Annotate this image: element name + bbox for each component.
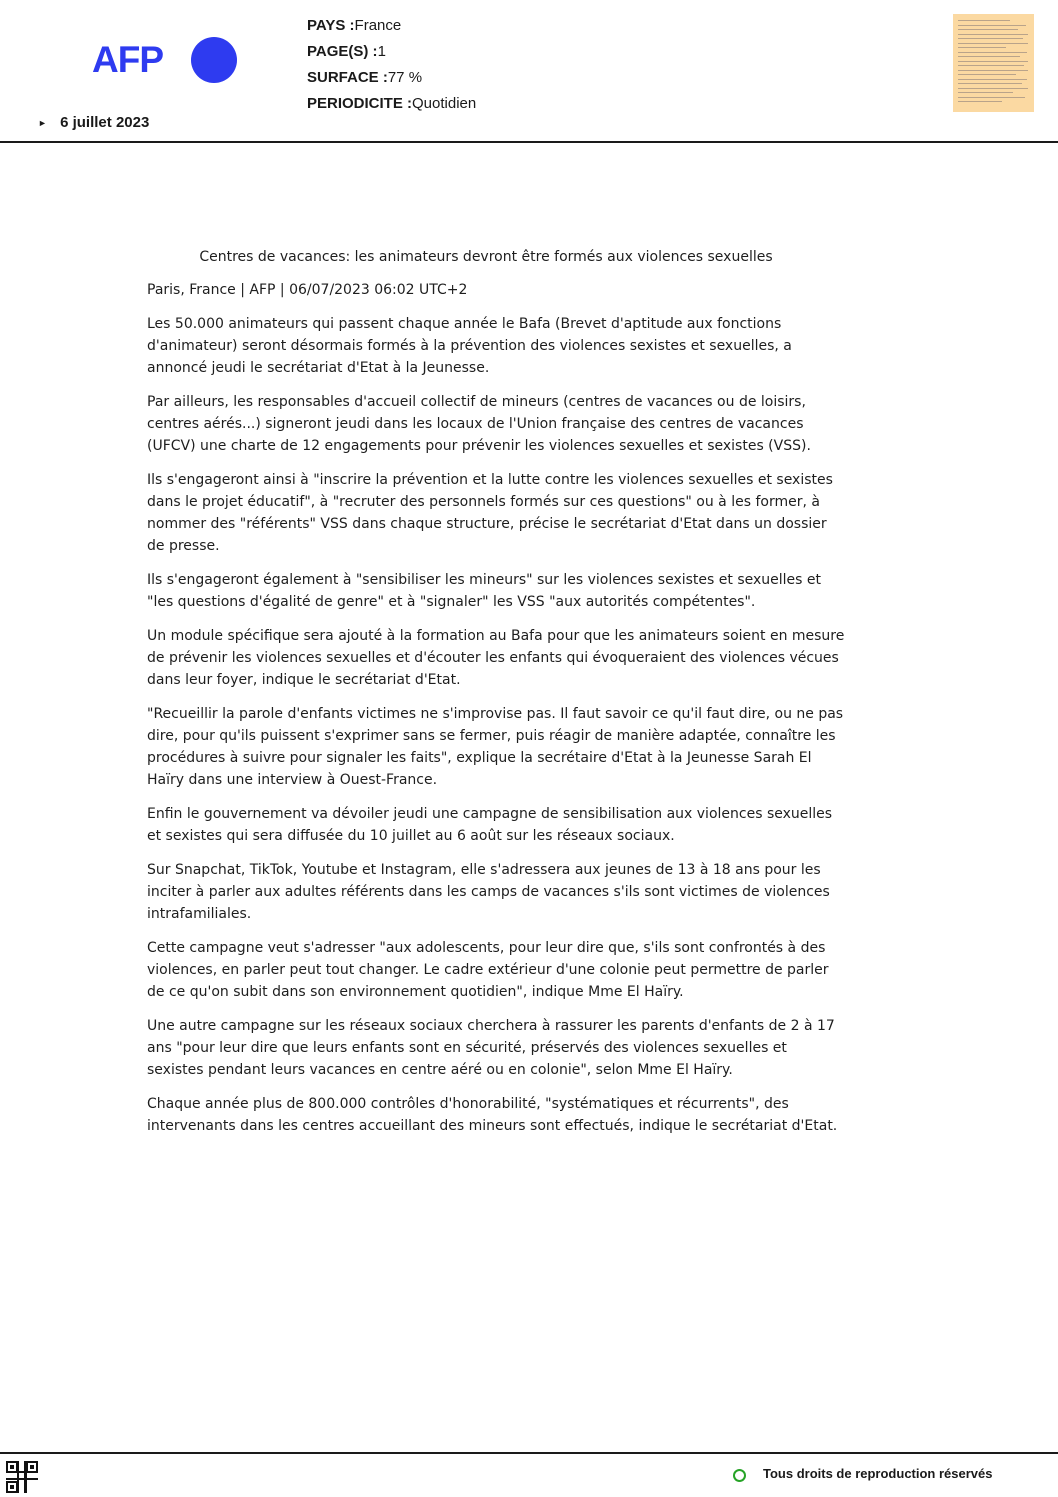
- afp-logo-dot: [191, 37, 237, 83]
- meta-row-periodicite: [307, 94, 476, 120]
- meta-label: PERIODICITE :: [307, 95, 413, 112]
- press-meta: [307, 16, 476, 120]
- copyright-notice: Tous droits de reproduction réservés: [763, 1466, 993, 1481]
- publication-date-text: 6 juillet 2023: [60, 114, 150, 131]
- meta-value: Quotidien: [412, 95, 477, 112]
- article-body: [147, 246, 847, 1149]
- meta-row-pays: [307, 16, 476, 42]
- article-paragraph: Par ailleurs, les responsables d'accueil collectif de mineurs (centres de vacances ou de loisirs, centres aérés...) signeront jeudi dans les locaux de l'Union française des centres de vacances (UFCV) une charte de 12 engagements pour prévenir les violences sexuelles et sexistes (VSS).: [147, 394, 811, 454]
- page-thumbnail-icon[interactable]: [953, 14, 1034, 112]
- qr-code-icon[interactable]: [6, 1461, 38, 1493]
- meta-value: France: [354, 17, 402, 34]
- article-paragraph: Les 50.000 animateurs qui passent chaque année le Bafa (Brevet d'aptitude aux fonctions d'animateur) seront désormais formés à la prévention des violences sexistes et sexuelles, a annoncé jeudi le secrétariat d'Etat à la Jeunesse.: [147, 316, 792, 376]
- meta-row-surface: [307, 68, 476, 94]
- triangle-right-icon: ►: [38, 118, 47, 128]
- article-paragraph: Ils s'engageront également à "sensibiliser les mineurs" sur les violences sexistes et sexuelles et "les questions d'égalité de genre" et à "signaler" les VSS "aux autorités compétentes".: [147, 572, 821, 610]
- article-dateline: Paris, France | AFP | 06/07/2023 06:02 UTC+2: [147, 282, 468, 298]
- meta-value: 77 %: [387, 69, 423, 86]
- article-paragraph: "Recueillir la parole d'enfants victimes ne s'improvise pas. Il faut savoir ce qu'il faut dire, ou ne pas dire, pour qu'ils puissent s'exprimer sans se fermer, puis réagir de manière adaptée, connaître les procédures à suivre pour signaler les faits", explique la secrétaire d'Etat à la Jeunesse Sarah El Haïry dans une interview à Ouest-France.: [147, 706, 844, 788]
- footer-divider: [0, 1452, 1058, 1454]
- article-paragraph: Une autre campagne sur les réseaux sociaux cherchera à rassurer les parents d'enfants de 2 à 17 ans "pour leur dire que leurs enfants sont en sécurité, préservés des violences sexuelles et sexistes pendant leurs vacances en centre aéré ou en colonie", selon Mme El Haïry.: [147, 1018, 835, 1078]
- article-paragraph: Cette campagne veut s'adresser "aux adolescents, pour leur dire que, s'ils sont confrontés à des violences, en parler peut tout changer. Le cadre extérieur d'une colonie peut permettre de parler de ce qu'on subit dans son environnement quotidien", indique Mme El Haïry.: [147, 940, 829, 1000]
- article-paragraph: Enfin le gouvernement va dévoiler jeudi une campagne de sensibilisation aux violences sexuelles et sexistes qui sera diffusée du 10 juillet au 6 août sur les réseaux sociaux.: [147, 806, 833, 844]
- circle-icon: [733, 1469, 746, 1482]
- meta-label: PAGE(S) :: [307, 43, 378, 60]
- article-title: Centres de vacances: les animateurs devront être formés aux violences sexuelles: [199, 249, 773, 265]
- meta-row-pages: [307, 42, 476, 68]
- meta-label: SURFACE :: [307, 69, 388, 86]
- meta-value: 1: [377, 43, 386, 60]
- afp-logo-wordmark: AFP: [92, 39, 163, 80]
- article-paragraph: Un module spécifique sera ajouté à la formation au Bafa pour que les animateurs soient en mesure de prévenir les violences sexuelles et d'écouter les enfants qui évoqueraient des violences vécues dans leur foyer, indique le secrétariat d'Etat.: [147, 628, 845, 688]
- article-paragraph: Ils s'engageront ainsi à "inscrire la prévention et la lutte contre les violences sexuelles et sexistes dans le projet éducatif", à "recruter des personnels formés sur ces questions" ou à les former, à nommer des "référents" VSS dans chaque structure, précise le secrétariat d'Etat dans un dossier de presse.: [147, 472, 833, 554]
- publication-date: [38, 114, 149, 131]
- article-paragraph: Sur Snapchat, TikTok, Youtube et Instagram, elle s'adressera aux jeunes de 13 à 18 ans pour les inciter à parler aux adultes référents dans les camps de vacances s'ils sont victimes de violences intrafamiliales.: [147, 862, 830, 922]
- article-paragraph: Chaque année plus de 800.000 contrôles d'honorabilité, "systématiques et récurrents", des intervenants dans les centres accueillant des mineurs sont effectués, indique le secrétariat d'Etat.: [147, 1096, 838, 1134]
- meta-label: PAYS :: [307, 17, 355, 34]
- afp-logo: [92, 36, 242, 84]
- header-divider: [0, 141, 1058, 143]
